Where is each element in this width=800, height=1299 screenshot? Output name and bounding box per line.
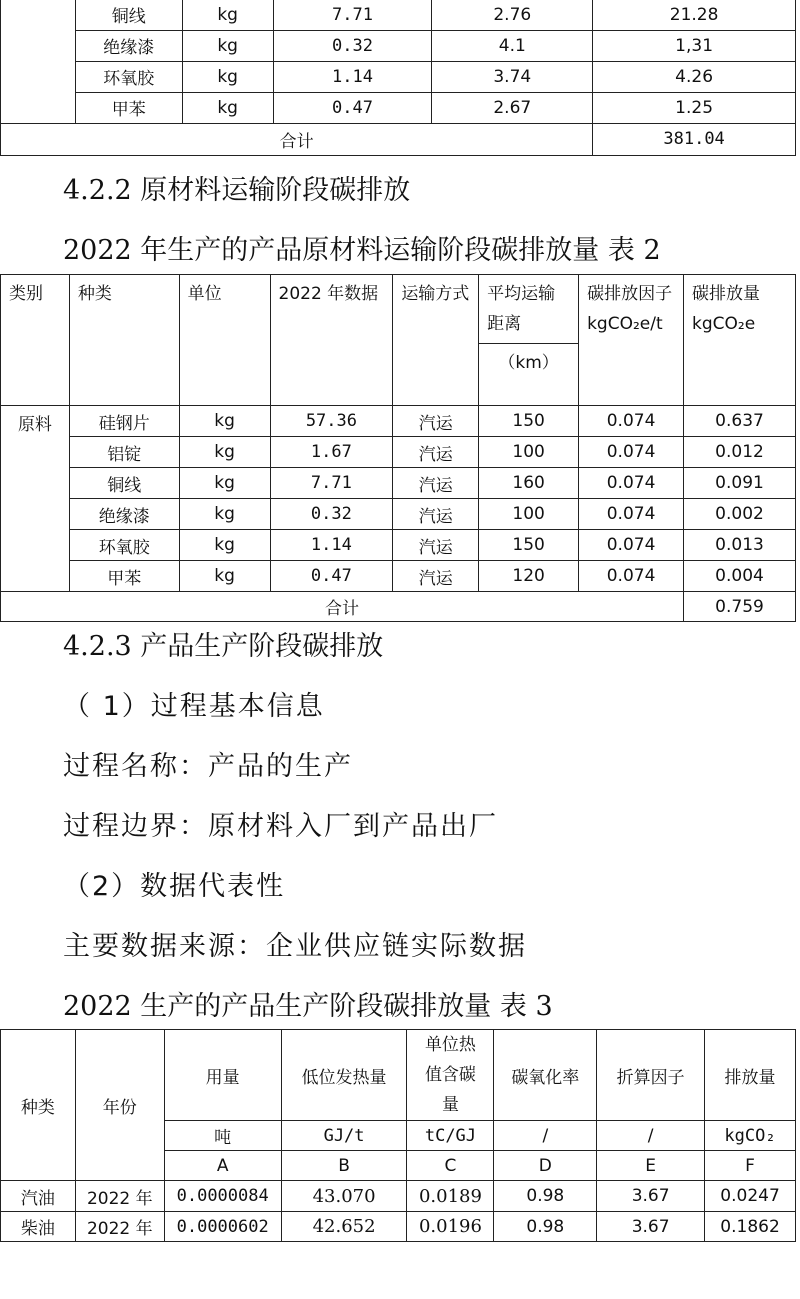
unit-emission: kgCO₂ [705,1121,796,1151]
total-value: 0.759 [684,592,796,622]
cell-unit: kg [179,561,270,592]
cell-factor: 4.1 [432,30,593,61]
cell-mode: 汽运 [393,468,479,499]
cell-qty: 7.71 [270,468,393,499]
header-unit: 单位 [179,275,270,406]
cell-qty: 7.71 [273,0,432,30]
cell-unit: kg [182,92,273,123]
unit-oxidation: / [494,1121,597,1151]
cell-conversion: 3.67 [597,1181,705,1212]
cell-qty: 0.32 [273,30,432,61]
cell-factor: 0.074 [579,499,684,530]
cell-mode: 汽运 [393,406,479,437]
table-row [1,61,796,92]
cell-oxidation: 0.98 [494,1181,597,1212]
cell-qty: 0.47 [270,561,393,592]
cell-unit: kg [182,30,273,61]
cell-ncv: 42.652 [281,1212,407,1242]
table-row [1,0,796,30]
group-label: 原料 [1,406,70,592]
table-1-continuation [0,0,796,156]
cell-unit: kg [182,0,273,30]
cell-emission: 0.091 [684,468,796,499]
cell-distance: 160 [479,468,579,499]
cell-name: 环氧胶 [69,530,179,561]
section-heading-4-2-2: 4.2.2 原材料运输阶段碳排放 [63,175,411,206]
cell-kind: 汽油 [1,1181,76,1212]
cell-ncv: 43.070 [281,1181,407,1212]
header-year: 年份 [75,1030,164,1181]
cell-emission: 4.26 [593,61,796,92]
cell-qty: 0.47 [273,92,432,123]
header-transport-mode: 运输方式 [393,275,479,406]
cell-factor: 2.67 [432,92,593,123]
paragraph-process-info: （ 1）过程基本信息 [63,691,325,722]
table-row [1,468,796,499]
total-row [1,123,796,155]
cell-kind: 柴油 [1,1212,76,1242]
unit-conversion: / [597,1121,705,1151]
header-distance-unit: （km） [479,344,579,406]
paragraph-data-source: 主要数据来源：企业供应链实际数据 [63,931,527,962]
section-heading-4-2-3: 4.2.3 产品生产阶段碳排放 [63,631,384,662]
table-row [1,1212,796,1242]
header-usage: 用量 [164,1030,281,1121]
cell-qty: 1.67 [270,437,393,468]
header-category: 类别 [1,275,70,406]
cell-unit: kg [179,468,270,499]
header-carbon-content: 单位热值含碳量 [407,1030,494,1121]
cell-emission: 0.0247 [705,1181,796,1212]
table-row [1,561,796,592]
total-label: 合计 [1,123,593,155]
cell-factor: 0.074 [579,530,684,561]
total-label: 合计 [1,592,684,622]
cell-name: 环氧胶 [75,61,182,92]
header-row [1,1030,796,1121]
header-row [1,275,796,344]
cell-emission: 21.28 [593,0,796,30]
cell-conversion: 3.67 [597,1212,705,1242]
table-row [1,406,796,437]
total-row [1,592,796,622]
header-ncv: 低位发热量 [281,1030,407,1121]
cell-name: 铜线 [75,0,182,30]
header-kind: 种类 [69,275,179,406]
cell-carbon: 0.0189 [407,1181,494,1212]
table-3-title: 2022 生产的产品生产阶段碳排放量 表 3 [63,991,553,1022]
table-row [1,437,796,468]
letter-a: A [164,1151,281,1181]
header-conversion-factor: 折算因子 [597,1030,705,1121]
cell-name: 绝缘漆 [75,30,182,61]
unit-ncv: GJ/t [281,1121,407,1151]
letter-e: E [597,1151,705,1181]
cell-mode: 汽运 [393,499,479,530]
cell-qty: 1.14 [273,61,432,92]
header-avg-distance: 平均运输距离 [479,275,579,344]
cell-mode: 汽运 [393,530,479,561]
cell-name: 铜线 [69,468,179,499]
cell-carbon: 0.0196 [407,1212,494,1242]
table-row [1,92,796,123]
table-row [1,1181,796,1212]
cell-factor: 2.76 [432,0,593,30]
cell-qty: 57.36 [270,406,393,437]
header-oxidation-rate: 碳氧化率 [494,1030,597,1121]
table-row [1,499,796,530]
cell-emission: 0.1862 [705,1212,796,1242]
cell-factor: 0.074 [579,561,684,592]
cell-name: 甲苯 [75,92,182,123]
cell-usage: 0.0000602 [164,1212,281,1242]
cell-unit: kg [179,530,270,561]
cell-year: 2022 年 [75,1212,164,1242]
header-2022-data: 2022 年数据 [270,275,393,406]
paragraph-process-boundary: 过程边界：原材料入厂到产品出厂 [63,811,498,842]
table-2-title: 2022 年生产的产品原材料运输阶段碳排放量 表 2 [63,235,661,266]
cell-factor: 0.074 [579,406,684,437]
cell-year: 2022 年 [75,1181,164,1212]
cell-unit: kg [179,499,270,530]
cell-distance: 150 [479,530,579,561]
letter-f: F [705,1151,796,1181]
cell-qty: 1.14 [270,530,393,561]
cell-name: 铝锭 [69,437,179,468]
cell-emission: 0.637 [684,406,796,437]
cell-distance: 100 [479,499,579,530]
header-emission: 排放量 [705,1030,796,1121]
header-emission: 碳排放量 kgCO₂e [684,275,796,406]
cell-emission: 0.004 [684,561,796,592]
cell-oxidation: 0.98 [494,1212,597,1242]
cell-mode: 汽运 [393,561,479,592]
unit-usage: 吨 [164,1121,281,1151]
letter-b: B [281,1151,407,1181]
cell-unit: kg [179,437,270,468]
cell-factor: 3.74 [432,61,593,92]
cell-mode: 汽运 [393,437,479,468]
cell-distance: 100 [479,437,579,468]
cell-emission: 0.002 [684,499,796,530]
cell-emission: 0.013 [684,530,796,561]
cell-usage: 0.0000084 [164,1181,281,1212]
cell-emission: 1.25 [593,92,796,123]
cell-unit: kg [179,406,270,437]
table-row [1,30,796,61]
cell-name: 甲苯 [69,561,179,592]
total-value: 381.04 [593,123,796,155]
table-3 [0,1029,796,1242]
cell-name: 硅钢片 [69,406,179,437]
paragraph-process-name: 过程名称：产品的生产 [63,751,353,782]
letter-c: C [407,1151,494,1181]
table-row [1,530,796,561]
cell-unit: kg [182,61,273,92]
cell-factor: 0.074 [579,437,684,468]
cell-factor: 0.074 [579,468,684,499]
unit-carbon: tC/GJ [407,1121,494,1151]
cell-name: 绝缘漆 [69,499,179,530]
cell-qty: 0.32 [270,499,393,530]
letter-d: D [494,1151,597,1181]
cell-emission: 0.012 [684,437,796,468]
cell-distance: 150 [479,406,579,437]
cell-emission: 1,31 [593,30,796,61]
cell-distance: 120 [479,561,579,592]
table-2 [0,274,796,622]
header-kind: 种类 [1,1030,76,1181]
header-emission-factor: 碳排放因子 kgCO₂e/t [579,275,684,406]
paragraph-data-representativeness: （2）数据代表性 [63,871,286,902]
